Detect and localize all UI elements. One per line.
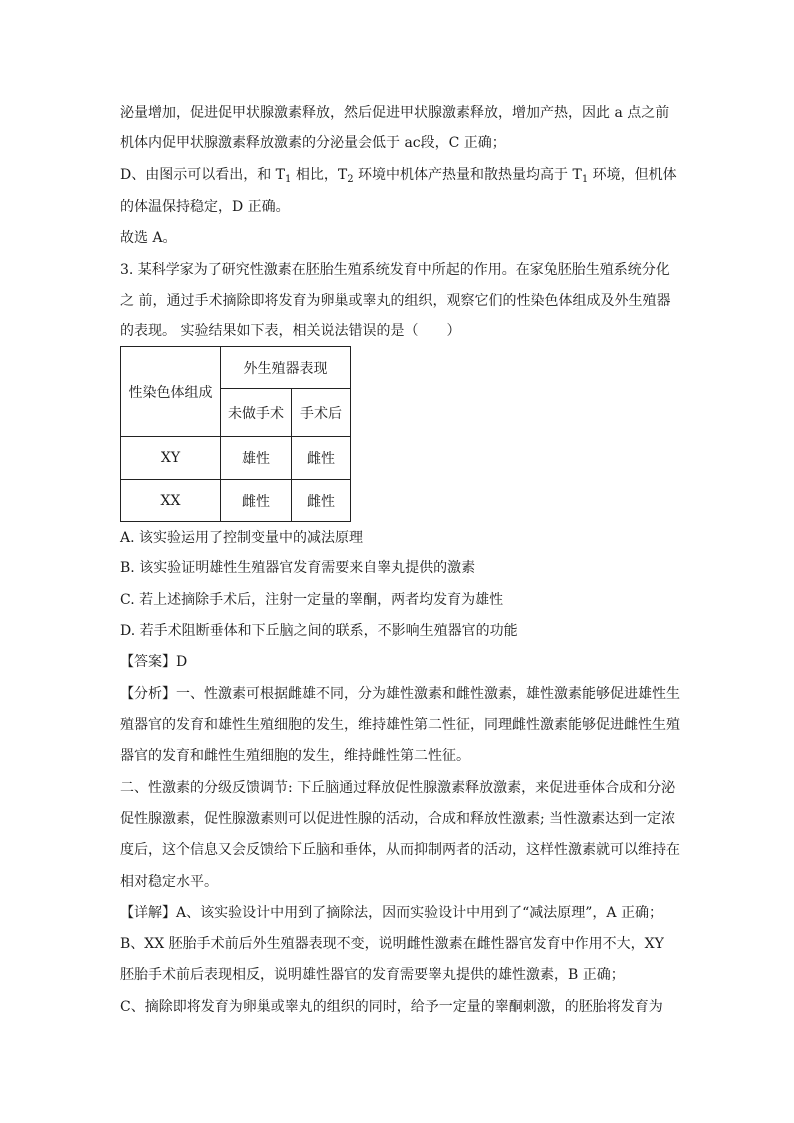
table-row [121, 437, 351, 480]
option-d: D. 若手术阻断垂体和下丘脑之间的联系，不影响生殖器官的功能 [120, 623, 518, 639]
table-cell: XX [121, 480, 221, 522]
analysis-line: 【分析】一、性激素可根据雌雄不同，分为雄性激素和雌性激素，雄性激素能够促进雄性生 [120, 686, 680, 702]
analysis-line: 相对稳定水平。 [120, 874, 218, 890]
option-a: A. 该实验运用了控制变量中的减法原理 [120, 530, 364, 546]
table-header: 外生殖器表现 [221, 347, 351, 389]
option-c: C. 若上述摘除手术后，注射一定量的睾酮，两者均发育为雄性 [120, 592, 504, 608]
table-cell: 雄性 [221, 437, 292, 480]
subscript: 2 [347, 174, 354, 185]
question-3-stem: 之 前，通过手术摘除即将发育为卵巢或睾丸的组织，观察它们的性染色体组成及外生殖器 [120, 293, 671, 309]
table-cell: 雌性 [292, 437, 351, 480]
detail-line: 胚胎手术前后表现相反，说明雄性器官的发育需要睾丸提供的雄性激素，B 正确； [120, 967, 625, 983]
detail-line: C、摘除即将发育为卵巢或睾丸的组织的同时，给予一定量的睾酮刺激，的胚胎将发育为 [120, 999, 663, 1015]
table-cell: 雌性 [292, 480, 351, 522]
detail-line: 【详解】A、该实验设计中用到了摘除法，因而实验设计中用到了“减法原理”，A 正确； [120, 905, 663, 921]
table-header: 手术后 [292, 389, 351, 437]
table-cell: XY [121, 437, 221, 480]
results-table [120, 346, 351, 522]
text-line [120, 165, 677, 185]
table-header: 性染色体组成 [121, 347, 221, 437]
analysis-line: 殖器官的发育和雄性生殖细胞的发生，维持雄性第二性征，同理雌性激素能够促进雌性生殖 [120, 717, 680, 733]
text-segment: 相比，T [291, 167, 348, 183]
text-line: 的体温保持稳定，D 正确。 [120, 199, 290, 215]
text-line: 故选 A。 [120, 230, 177, 246]
question-3-stem: 的表现。 实验结果如下表，相关说法错误的是（ ） [120, 323, 461, 339]
analysis-line: 度后，这个信息又会反馈给下丘脑和垂体，从而抑制两者的活动，这样性激素就可以维持在 [120, 842, 680, 858]
analysis-line: 器官的发育和雌性生殖细胞的发生，维持雌性第二性征。 [120, 748, 470, 764]
text-segment: D、由图示可以看出，和 T [120, 167, 286, 183]
analysis-line: 二、性激素的分级反馈调节: 下丘脑通过释放促性腺激素释放激素，来促进垂体合成和分泌 [120, 780, 676, 796]
detail-line: B、XX 胚胎手术前后外生殖器表现不变，说明雌性激素在雌性器官发育中作用不大，XY [120, 936, 664, 952]
table-cell: 雌性 [221, 480, 292, 522]
table-row [121, 480, 351, 522]
subscript: 1 [285, 174, 292, 185]
text-segment: 环境，但机体 [588, 167, 677, 183]
text-segment: 环境中机体产热量和散热量均高于 T [353, 167, 582, 183]
question-3-stem: 3. 某科学家为了研究性激素在胚胎生殖系统发育中所起的作用。在家兔胚胎生殖系统分化 [120, 262, 670, 278]
subscript: 1 [581, 174, 589, 185]
option-b: B. 该实验证明雄性生殖器官发育需要来自睾丸提供的激素 [120, 560, 476, 576]
text-line: 机体内促甲状腺激素释放激素的分泌量会低于 ac段，C 正确； [120, 135, 506, 151]
table-header: 未做手术 [221, 389, 292, 437]
analysis-line: 促性腺激素，促性腺激素则可以促进性腺的活动，合成和释放性激素; 当性激素达到一定浓 [120, 811, 676, 827]
text-line: 泌量增加，促进促甲状腺激素释放，然后促进甲状腺激素释放，增加产热，因此 a 点之前 [120, 105, 670, 121]
answer-label: 【答案】D [120, 654, 188, 670]
